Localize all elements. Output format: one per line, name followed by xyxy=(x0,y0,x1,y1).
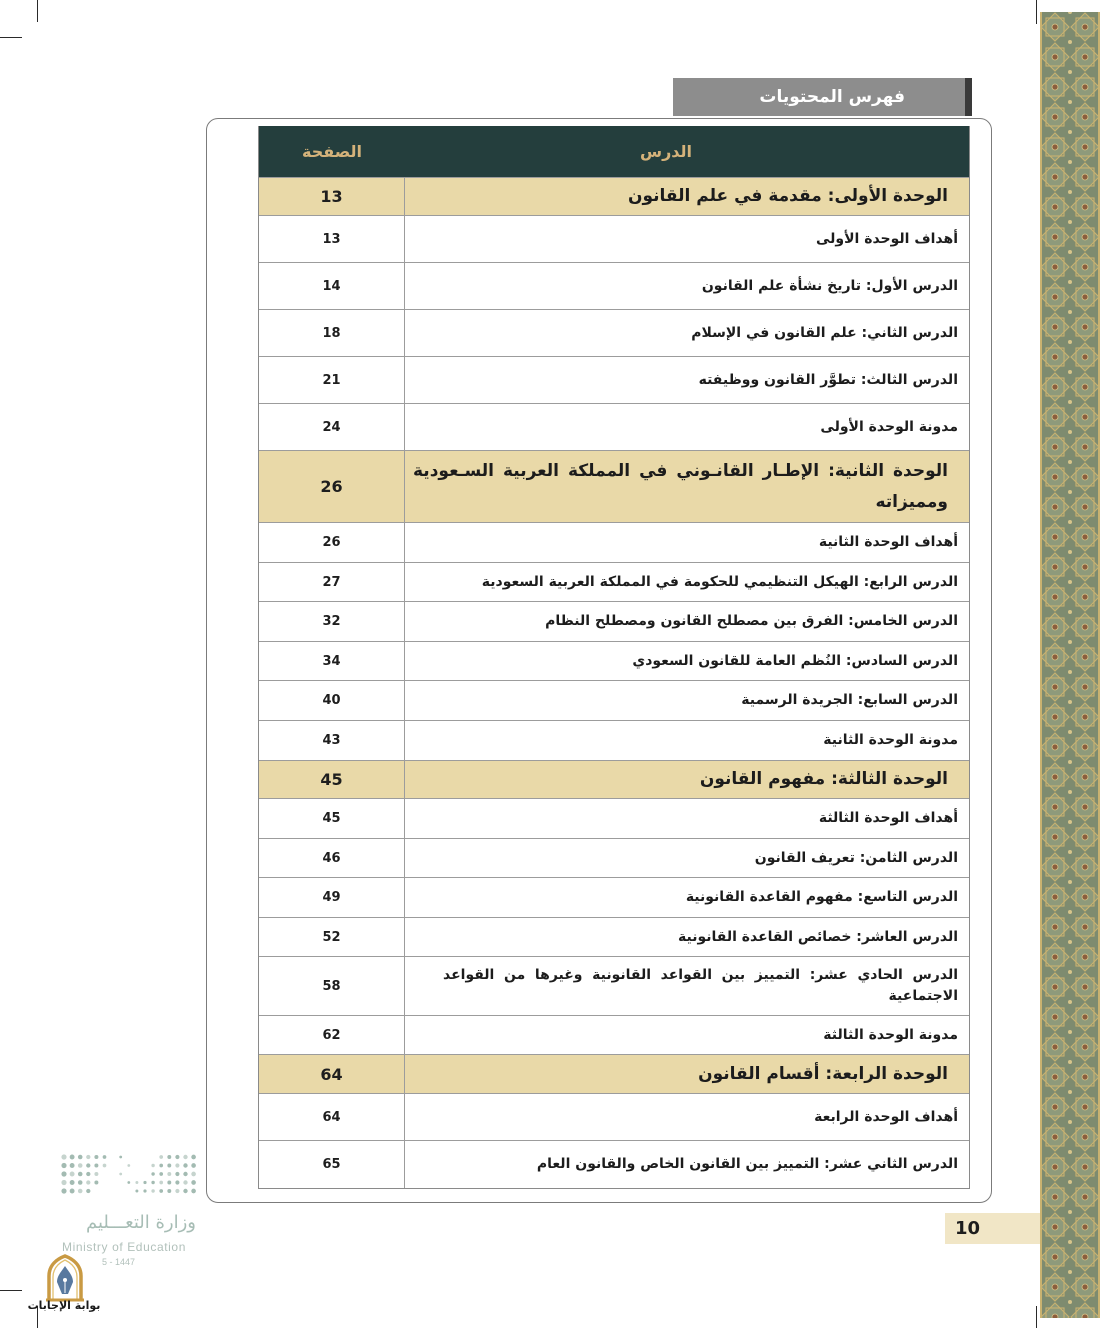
logo-dot xyxy=(175,1163,179,1167)
unit-title: الوحدة الرابعة: أقسام القانون xyxy=(698,1063,948,1084)
logo-dot xyxy=(70,1180,75,1185)
unit-row xyxy=(259,1054,969,1093)
logo-dot xyxy=(191,1189,196,1194)
unit-page-number: 13 xyxy=(259,178,405,215)
logo-dot xyxy=(61,1188,66,1193)
lesson-row xyxy=(259,680,969,720)
logo-dot xyxy=(167,1155,171,1159)
lesson-page-number: 34 xyxy=(259,642,405,680)
column-header-page: الصفحة xyxy=(301,142,362,161)
lesson-page-number: 40 xyxy=(259,681,405,720)
crop-mark xyxy=(37,0,38,22)
lesson-title-cell xyxy=(405,799,969,838)
logo-dot xyxy=(86,1155,90,1159)
logo-dot xyxy=(183,1155,187,1159)
unit-row xyxy=(259,177,969,215)
logo-dot xyxy=(94,1155,98,1159)
logo-dot xyxy=(103,1155,107,1159)
logo-dot xyxy=(159,1181,163,1185)
lesson-title: الدرس الثامن: تعريف القانون xyxy=(754,849,958,866)
logo-dot xyxy=(151,1172,154,1175)
lesson-page-number: 49 xyxy=(259,878,405,917)
lesson-title: أهداف الوحدة الرابعة xyxy=(814,1108,958,1125)
section-title: فهرس المحتويات xyxy=(759,87,905,107)
lesson-page-number: 43 xyxy=(259,721,405,760)
lesson-title: الدرس السابع: الجريدة الرسمية xyxy=(741,692,958,708)
logo-dot xyxy=(143,1189,146,1192)
logo-dot xyxy=(61,1180,66,1185)
toc-table xyxy=(258,126,970,1189)
logo-dot xyxy=(70,1155,75,1160)
logo-dot xyxy=(175,1180,179,1184)
lesson-title-cell xyxy=(405,1141,969,1188)
section-title-tab xyxy=(673,78,972,116)
unit-row xyxy=(259,760,969,798)
lesson-row xyxy=(259,1140,969,1188)
lesson-row xyxy=(259,956,969,1015)
lesson-row xyxy=(259,309,969,356)
logo-dot xyxy=(127,1164,130,1167)
logo-dot xyxy=(78,1163,83,1168)
lesson-page-number: 27 xyxy=(259,563,405,601)
lesson-title: أهداف الوحدة الأولى xyxy=(815,230,958,247)
lesson-row xyxy=(259,1015,969,1054)
unit-page-number: 64 xyxy=(259,1055,405,1093)
logo-dot xyxy=(70,1163,75,1168)
lesson-page-number: 52 xyxy=(259,918,405,956)
lesson-title-cell xyxy=(405,957,969,1015)
logo-dot xyxy=(119,1173,122,1176)
column-header-lesson-cell xyxy=(405,126,969,177)
logo-dot xyxy=(61,1171,66,1176)
table-header-row xyxy=(259,126,969,177)
logo-dot xyxy=(175,1155,179,1159)
lesson-title-cell xyxy=(405,1094,969,1140)
logo-dot xyxy=(159,1189,163,1193)
lesson-row xyxy=(259,562,969,601)
logo-dot xyxy=(191,1163,196,1168)
logo-dot xyxy=(135,1190,138,1193)
lesson-row xyxy=(259,403,969,450)
logo-dot xyxy=(127,1181,130,1184)
logo-dot xyxy=(70,1189,75,1194)
lesson-title: مدونة الوحدة الثالثة xyxy=(823,1026,958,1043)
lesson-title-cell xyxy=(405,721,969,760)
lesson-row xyxy=(259,917,969,956)
logo-dot xyxy=(135,1181,138,1184)
logo-dot xyxy=(167,1189,171,1193)
page-number: 10 xyxy=(955,1218,981,1239)
lesson-page-number: 58 xyxy=(259,957,405,1015)
lesson-page-number: 18 xyxy=(259,310,405,356)
lesson-page-number: 32 xyxy=(259,602,405,641)
crop-mark xyxy=(1036,0,1037,24)
lesson-title: الدرس الثالث: تطوَّر القانون ووظيفته xyxy=(698,371,958,388)
logo-dot xyxy=(86,1180,90,1184)
lesson-title: أهداف الوحدة الثالثة xyxy=(818,810,958,826)
logo-dot xyxy=(151,1164,154,1167)
lesson-title: أهداف الوحدة الثانية xyxy=(818,534,958,550)
logo-dot xyxy=(167,1164,171,1168)
decorative-pattern-strip xyxy=(1040,12,1100,1318)
lesson-title: الدرس السادس: النُظم العامة للقانون السعودي xyxy=(632,652,958,669)
logo-dot xyxy=(191,1155,196,1160)
crop-mark xyxy=(1036,1306,1037,1328)
lesson-title: الدرس العاشر: خصائص القاعدة القانونية xyxy=(678,928,958,945)
lesson-title-cell xyxy=(405,523,969,562)
ministry-name-arabic: وزارة التعـــليم xyxy=(85,1212,196,1233)
ministry-name-english: Ministry of Education xyxy=(62,1240,186,1254)
unit-title-cell xyxy=(405,178,969,215)
logo-dot xyxy=(143,1181,146,1184)
logo-dot xyxy=(151,1189,154,1192)
lesson-row xyxy=(259,877,969,917)
logo-dot xyxy=(151,1181,154,1184)
unit-title-cell xyxy=(405,761,969,798)
logo-dot xyxy=(94,1172,98,1176)
logo-dot xyxy=(167,1181,171,1185)
lesson-page-number: 13 xyxy=(259,216,405,262)
unit-row xyxy=(259,450,969,522)
lesson-page-number: 64 xyxy=(259,1094,405,1140)
logo-dot xyxy=(78,1155,83,1160)
logo-dot xyxy=(159,1164,163,1168)
lesson-row xyxy=(259,720,969,760)
logo-dot xyxy=(183,1180,187,1184)
logo-dot xyxy=(175,1189,179,1193)
column-header-lesson: الدرس xyxy=(639,142,693,161)
lesson-title: الدرس الأول: تاريخ نشأة علم القانون xyxy=(701,277,958,294)
logo-dot xyxy=(94,1181,98,1185)
lesson-page-number: 24 xyxy=(259,404,405,450)
lesson-title: الدرس الرابع: الهيكل التنظيمي للحكومة في المملكة العربية السعودية xyxy=(481,573,958,590)
logo-dot xyxy=(86,1189,90,1193)
lesson-title-cell xyxy=(405,918,969,956)
unit-title: الوحدة الأولى: مقدمة في علم القانون xyxy=(627,186,948,206)
toc-body xyxy=(259,177,969,1188)
logo-dot xyxy=(61,1154,66,1159)
logo-dot xyxy=(70,1172,75,1177)
lesson-row xyxy=(259,356,969,403)
page-number-box xyxy=(945,1213,1040,1244)
lesson-title: الدرس التاسع: مفهوم القاعدة القانونية xyxy=(685,889,958,905)
logo-dot xyxy=(183,1172,187,1176)
lesson-page-number: 45 xyxy=(259,799,405,838)
lesson-title: الدرس الخامس: الفرق بين مصطلح القانون ومصطلح النظام xyxy=(545,613,958,629)
crop-mark xyxy=(0,1290,22,1291)
lesson-row xyxy=(259,838,969,877)
lesson-row xyxy=(259,215,969,262)
lesson-page-number: 65 xyxy=(259,1141,405,1188)
lesson-page-number: 26 xyxy=(259,523,405,562)
lesson-title: مدونة الوحدة الأولى xyxy=(820,418,958,435)
lesson-title-cell xyxy=(405,263,969,309)
logo-dot xyxy=(103,1164,107,1168)
logo-dot xyxy=(167,1172,171,1176)
watermark-label: بوابة الإجابات xyxy=(27,1299,101,1312)
lesson-title-cell xyxy=(405,310,969,356)
unit-title: الوحدة الثالثة: مفهوم القانون xyxy=(699,769,948,789)
lesson-row xyxy=(259,601,969,641)
lesson-title-cell xyxy=(405,1016,969,1054)
lesson-title-cell xyxy=(405,602,969,641)
unit-title: الوحدة الثانية: الإطـار القانـوني في المملكة العربية السـعودية ومميزاته xyxy=(413,460,948,512)
logo-dot xyxy=(183,1163,187,1167)
logo-dot xyxy=(78,1180,83,1185)
crop-mark xyxy=(0,37,22,38)
logo-dot xyxy=(191,1180,196,1185)
lesson-row xyxy=(259,641,969,680)
unit-title-cell xyxy=(405,451,969,522)
ministry-dots-logo-icon xyxy=(60,1153,200,1197)
lesson-title-cell xyxy=(405,216,969,262)
lesson-row xyxy=(259,522,969,562)
lesson-title-cell xyxy=(405,681,969,720)
logo-dot xyxy=(94,1164,98,1168)
lesson-title-cell xyxy=(405,839,969,877)
lesson-title: الدرس الحادي عشر: التمييز بين القواعد القانونية وغيرها من القواعد الاجتماعية xyxy=(443,967,958,1004)
lesson-title-cell xyxy=(405,357,969,403)
lesson-title-cell xyxy=(405,878,969,917)
unit-page-number: 45 xyxy=(259,761,405,798)
lesson-page-number: 62 xyxy=(259,1016,405,1054)
logo-dot xyxy=(61,1163,66,1168)
lesson-title: الدرس الثاني: علم القانون في الإسلام xyxy=(691,324,958,341)
lesson-page-number: 14 xyxy=(259,263,405,309)
academic-years: 5 - 1447 xyxy=(102,1257,136,1267)
logo-dot xyxy=(175,1172,179,1176)
lesson-title-cell xyxy=(405,404,969,450)
lesson-row xyxy=(259,798,969,838)
logo-dot xyxy=(183,1189,187,1193)
unit-title-cell xyxy=(405,1055,969,1093)
logo-dot xyxy=(159,1172,163,1176)
lesson-title-cell xyxy=(405,563,969,601)
pen-nib-arch-icon xyxy=(44,1254,86,1302)
unit-page-number: 26 xyxy=(259,451,405,522)
lesson-title: مدونة الوحدة الثانية xyxy=(823,732,958,748)
lesson-row xyxy=(259,1093,969,1140)
lesson-title-cell xyxy=(405,642,969,680)
lesson-page-number: 46 xyxy=(259,839,405,877)
logo-dot xyxy=(119,1156,122,1159)
logo-dot xyxy=(86,1172,90,1176)
lesson-title: الدرس الثاني عشر: التمييز بين القانون الخاص والقانون العام xyxy=(536,1156,958,1172)
lesson-row xyxy=(259,262,969,309)
lesson-page-number: 21 xyxy=(259,357,405,403)
logo-dot xyxy=(78,1189,83,1194)
logo-dot xyxy=(86,1163,90,1167)
logo-dot xyxy=(191,1172,196,1177)
logo-dot xyxy=(159,1155,163,1159)
logo-dot xyxy=(78,1172,83,1177)
